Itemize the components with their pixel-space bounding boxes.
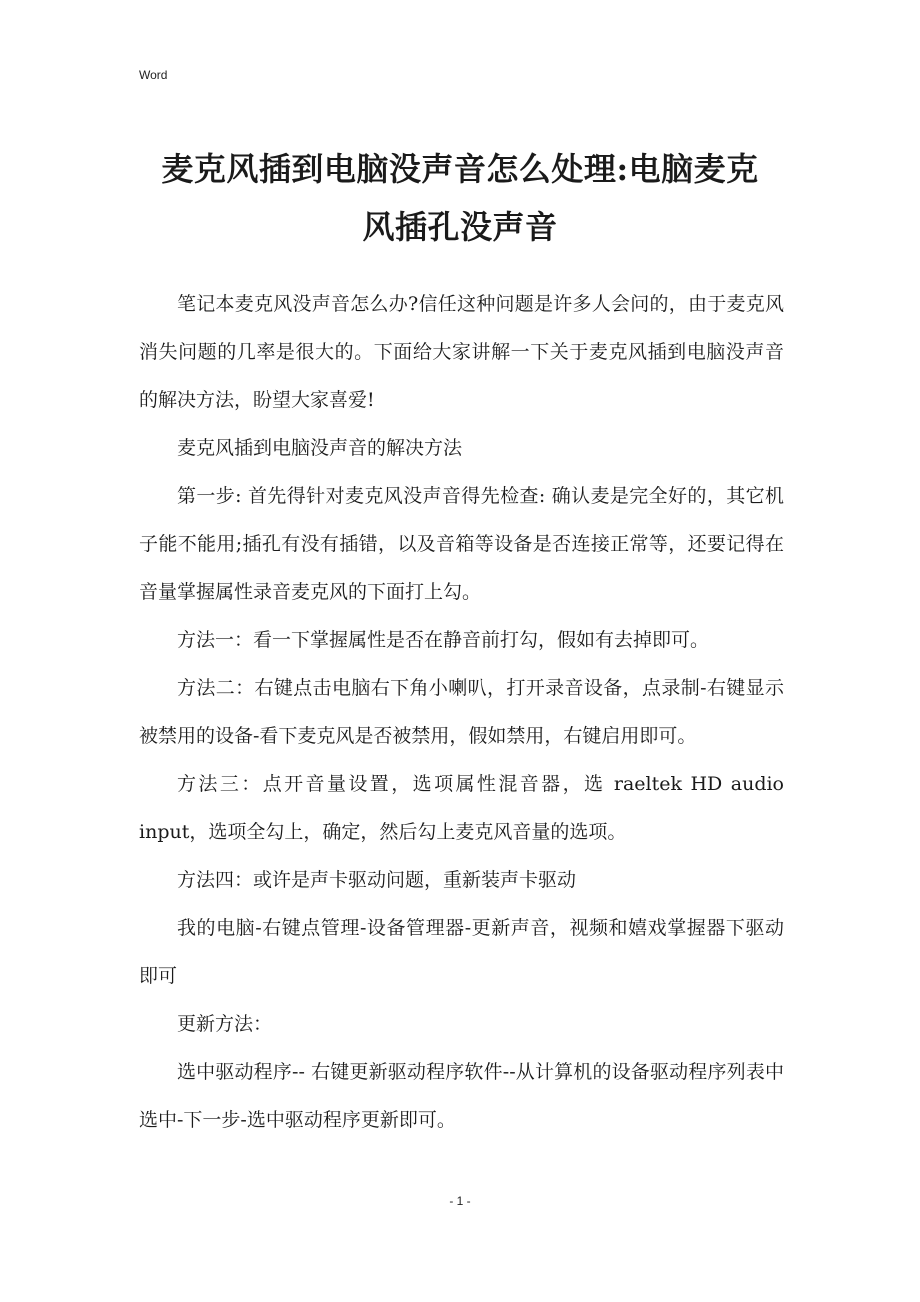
document-header-label: Word xyxy=(139,68,168,82)
paragraph-update-heading: 更新方法： xyxy=(177,1013,273,1035)
paragraph-subheading: 麦克风插到电脑没声音的解决方法 xyxy=(177,437,463,459)
title-line-1: 麦克风插到电脑没声音怎么处理:电脑麦克 xyxy=(161,150,759,188)
document-body xyxy=(139,280,784,1144)
paragraph-step-one: 第一步: 首先得针对麦克风没声音得先检查: 确认麦是完全好的，其它机子能不能用;插孔有没有插错，以及音箱等设备是否连接正常等，还要记得在音量掌握属性录音麦克风的下面打上勾。 xyxy=(139,485,784,603)
paragraph-method-three: 方法三：点开音量设置，选项属性混音器，选 raeltek HD audio input，选项全勾上，确定，然后勾上麦克风音量的选项。 xyxy=(139,773,784,843)
paragraph-method-two: 方法二：右键点击电脑右下角小喇叭，打开录音设备，点录制-右键显示被禁用的设备-看下麦克风是否被禁用，假如禁用，右键启用即可。 xyxy=(139,677,784,747)
paragraph-method-one: 方法一：看一下掌握属性是否在静音前打勾，假如有去掉即可。 xyxy=(177,629,710,651)
page-number: - 1 - xyxy=(449,1194,471,1208)
title-line-2: 风插孔没声音 xyxy=(362,208,558,246)
paragraph-method-four: 方法四：或许是声卡驱动问题，重新装声卡驱动 xyxy=(177,869,577,891)
paragraph-driver-path: 我的电脑-右键点管理-设备管理器-更新声音，视频和嬉戏掌握器下驱动即可 xyxy=(139,917,784,987)
document-title xyxy=(100,140,820,256)
paragraph-update-steps: 选中驱动程序-- 右键更新驱动程序软件--从计算机的设备驱动程序列表中选中-下一步-选中驱动程序更新即可。 xyxy=(139,1061,784,1131)
paragraph-intro: 笔记本麦克风没声音怎么办?信任这种问题是许多人会问的，由于麦克风消失问题的几率是很大的。下面给大家讲解一下关于麦克风插到电脑没声音的解决方法，盼望大家喜爱! xyxy=(139,293,784,411)
